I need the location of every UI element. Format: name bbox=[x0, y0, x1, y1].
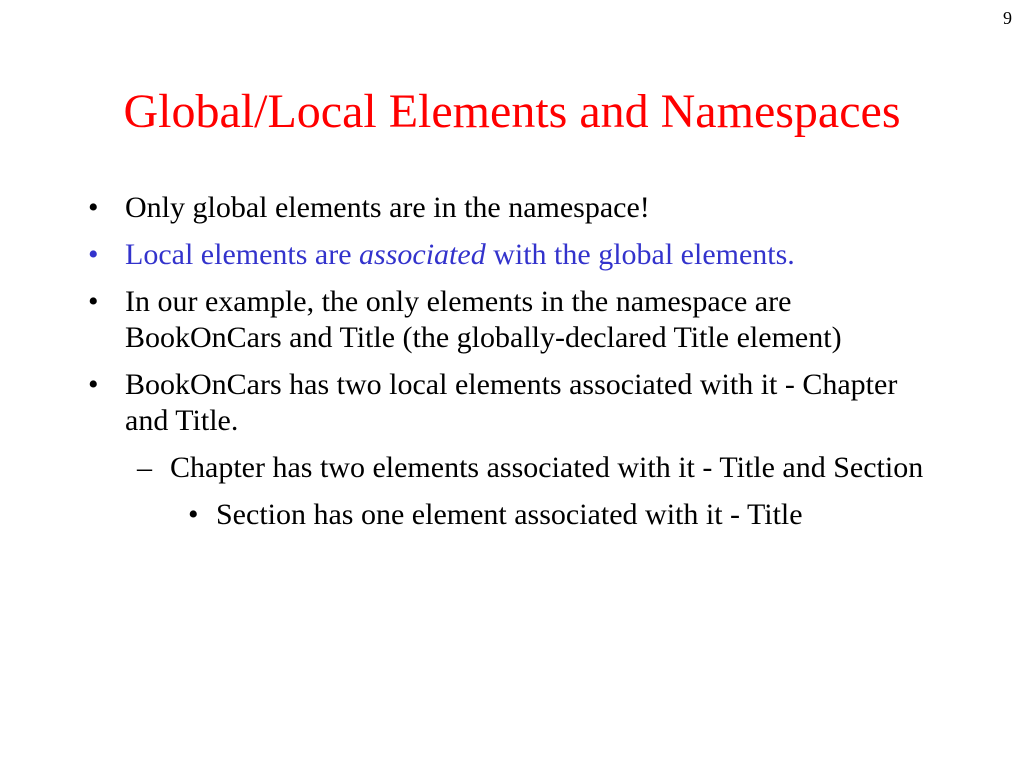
bullet-marker: • bbox=[88, 191, 99, 224]
bullet-list bbox=[0, 190, 1024, 533]
sub-sub-bullet-item bbox=[0, 497, 936, 533]
bullet-text: Only global elements are in the namespace! bbox=[125, 191, 650, 224]
bullet-marker: • bbox=[88, 285, 99, 318]
slide-number: 9 bbox=[1003, 8, 1012, 28]
bullet-text-before: Local elements are bbox=[125, 238, 360, 271]
bullet-text: BookOnCars has two local elements associated with it - Chapter and Title. bbox=[125, 368, 898, 437]
bullet-item bbox=[0, 190, 915, 226]
bullet-item bbox=[0, 284, 915, 356]
sub-bullet-item bbox=[0, 450, 940, 486]
slide-title: Global/Local Elements and Namespaces bbox=[123, 85, 901, 138]
bullet-item-highlighted bbox=[0, 237, 915, 273]
bullet-marker: • bbox=[188, 498, 199, 531]
sub-bullet-text: Chapter has two elements associated with it - Title and Section bbox=[170, 451, 924, 484]
bullet-text-emphasis: associated bbox=[359, 238, 486, 271]
dash-marker: – bbox=[137, 451, 152, 484]
bullet-item bbox=[0, 367, 915, 439]
bullet-text: In our example, the only elements in the namespace are BookOnCars and Title (the globally-declared Title element) bbox=[125, 285, 842, 354]
bullet-text-after: with the global elements. bbox=[485, 238, 795, 271]
bullet-marker: • bbox=[88, 368, 99, 401]
sub-sub-bullet-text: Section has one element associated with it - Title bbox=[216, 498, 803, 531]
bullet-marker: • bbox=[88, 238, 99, 271]
